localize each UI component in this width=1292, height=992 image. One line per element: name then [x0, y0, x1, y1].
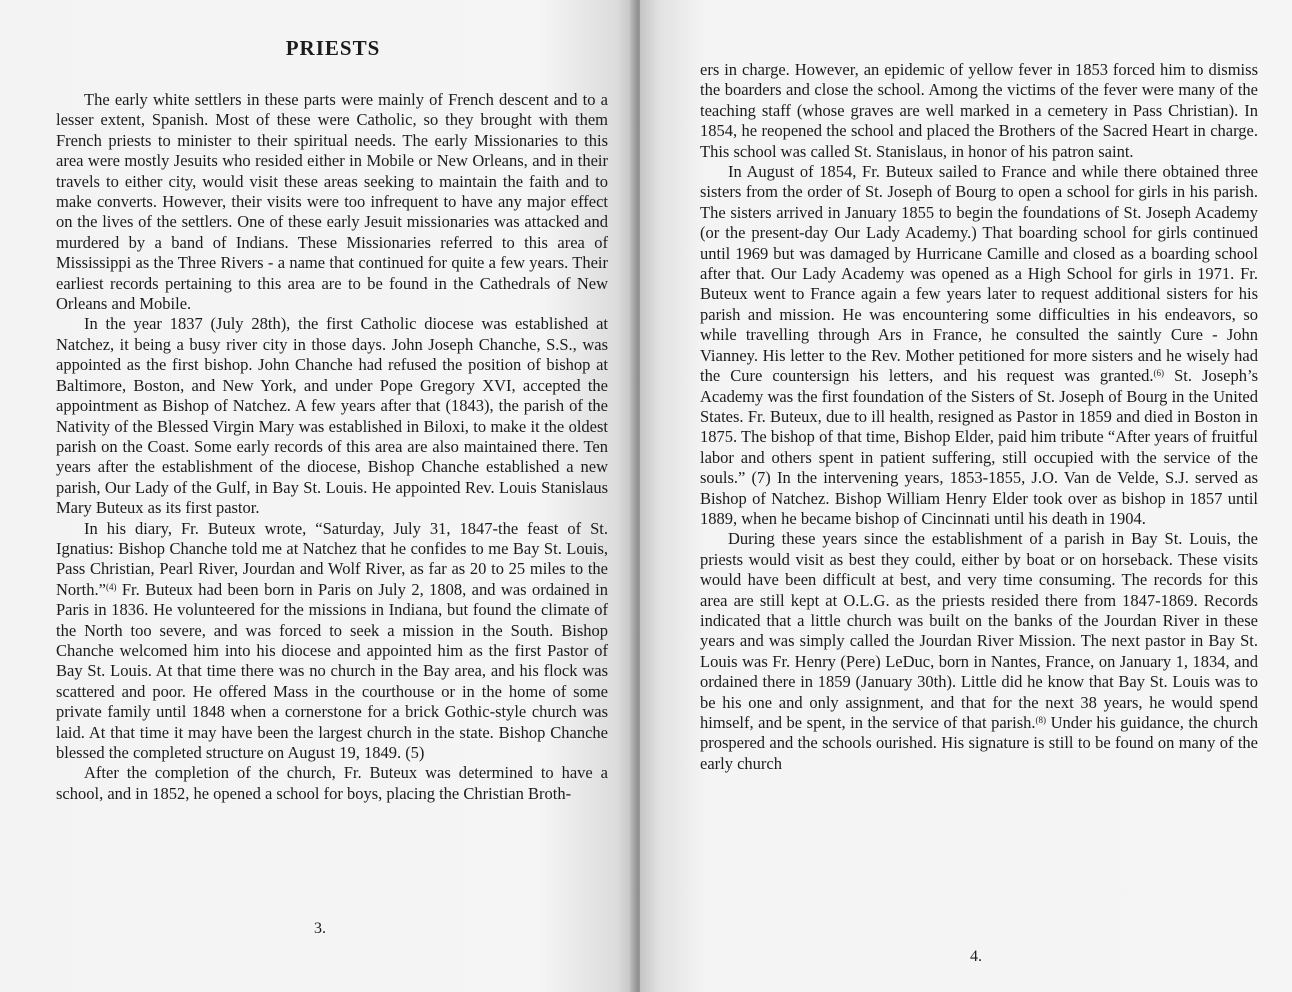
page-heading: PRIESTS — [285, 36, 381, 60]
right-page — [640, 0, 1292, 992]
paragraph: After the completion of the church, Fr. Buteux was determined to have a school, and in 1852, he opened a school for boys, placing the Christian Broth- — [56, 763, 608, 803]
footnote-ref: (6) — [1153, 368, 1165, 379]
paragraph: During these years since the establishment of a parish in Bay St. Louis, the priests would visit as best they could, either by boat or on horseback. These visits would have been difficult at best, and very time consuming. The records for this area are still kept at O.L.G. as the priests resided there from 1847-1869. Records indicated that a little church was built on the banks of the Jourdan River in these years and was simply called the Jourdan River Mission. The next pastor in Bay St. Louis was Fr. Henry (Pere) LeDuc, born in Nantes, France, on January 1, 1834, and ordained there in 1859 (January 30th). Little did he know that Bay St. Louis was to be his one and only assignment, and that for the next 38 years, he would spend himself, and be spent, in the service of that parish.$^{(8)}$ Under his guidance, the church prospered and the schools ourished. His signature is still to be found on many of the early church — [700, 529, 1258, 773]
paragraph: ers in charge. However, an epidemic of yellow fever in 1853 forced him to dismiss the boarders and close the school. Among the victims of the fever were many of the teaching staff (whose graves are well marked in a cemetery in Pass Christian). In 1854, he reopened the school and placed the Brothers of the Sacred Heart in charge. This school was called St. Stanislaus, in honor of his patron saint. — [700, 60, 1258, 161]
footnote-ref: (8) — [1035, 715, 1047, 725]
left-page — [0, 0, 636, 992]
page-number: 4. — [970, 948, 982, 965]
right-body-text — [700, 60, 1258, 774]
footnote-ref: (4) — [105, 581, 117, 592]
paragraph: In his diary, Fr. Buteux wrote, “Saturday, July 31, 1847-the feast of St. Ignatius: Bishop Chanche told me at Natchez that he confides to me Bay St. Louis, Pass Christian, Pearl River, Jourdan and Wolf River, as far as 20 to 25 miles to the North.”$^{(4)}$ Fr. Buteux had been born in Paris on July 2, 1808, and was ordained in Paris in 1836. He volunteered for the missions in Indiana, but found the climate of the North too severe, and was forced to seek a mission in the South. Bishop Chanche welcomed him into his diocese and appointed him as the first Pastor of Bay St. Louis. At that time there was no church in the Bay area, and his flock was scattered and poor. He offered Mass in the courthouse or in the home of some private family until 1848 when a cornerstone for a brick Gothic-style church was laid. At that time it may have been the largest church in the state. Bishop Chanche blessed the completed structure on August 19, 1849. (5) — [56, 518, 608, 762]
page-number: 3. — [314, 920, 326, 937]
paragraph: In August of 1854, Fr. Buteux sailed to France and while there obtained three sisters from the order of St. Joseph of Bourg to open a school for girls in his parish. The sisters arrived in January 1855 to begin the foundations of St. Joseph Academy (or the present-day Our Lady Academy.) That boarding school for girls continued until 1969 but was damaged by Hurricane Camille and closed as a boarding school after that. Our Lady Academy was opened as a High School for girls in 1971. Fr. Buteux went to France again a few years later to request additional sisters for his parish and mission. He was encountering some difficulties in his endeavors, so while travelling through Ars in France, he consulted the saintly Cure - John Vianney. His letter to the Rev. Mother petitioned for more sisters and he wisely had the Cure countersign his letters, and his request was granted.$^{(6)}$ St. Joseph’s Academy was the first foundation of the Sisters of St. Joseph of Bourg in the United States. Fr. Buteux, due to ill health, resigned as Pastor in 1859 and died in Boston in 1875. The bishop of that time, Bishop Elder, paid him tribute “After years of fruitful labor and others spent in patient suffering, still occupied with the service of the souls.” (7) In the intervening years, 1853-1855, J.O. Van de Velde, S.J. served as Bishop of Natchez. Bishop William Henry Elder took over as bishop in 1857 until 1889, when he became bishop of Cincinnati until his death in 1904. — [700, 162, 1258, 528]
paragraph: The early white settlers in these parts were mainly of French descent and to a lesser extent, Spanish. Most of these were Catholic, so they brought with them French priests to minister to their spiritual needs. The early Missionaries to this area were mostly Jesuits who resided either in Mobile or New Orleans, and in their travels to either city, would visit these areas seeking to maintain the faith and to make converts. However, their visits were too infrequent to have any major effect on the lives of the settlers. One of these early Jesuit missionaries was attacked and murdered by a band of Indians. These Missionaries referred to this area of Mississippi as the Three Rivers - a name that continued for quite a few years. Their earliest records pertaining to this area are to be found in the Cathedrals of New Orleans and Mobile. — [56, 90, 608, 314]
left-body-text — [56, 90, 608, 804]
paragraph: In the year 1837 (July 28th), the first Catholic diocese was established at Natchez, it being a busy river city in those days. John Joseph Chanche, S.S., was appointed as the first bishop. John Chanche had refused the position of bishop at Baltimore, Boston, and New York, and under Pope Gregory XVI, accepted the appointment as Bishop of Natchez. A few years after that (1843), the parish of the Nativity of the Blessed Virgin Mary was established in Biloxi, to make it the oldest parish on the Coast. Some early records of this area are also maintained there. Ten years after the establishment of the diocese, Bishop Chanche established a new parish, Our Lady of the Gulf, in Bay St. Louis. He appointed Rev. Louis Stanislaus Mary Buteux as its first pastor. — [56, 314, 608, 518]
